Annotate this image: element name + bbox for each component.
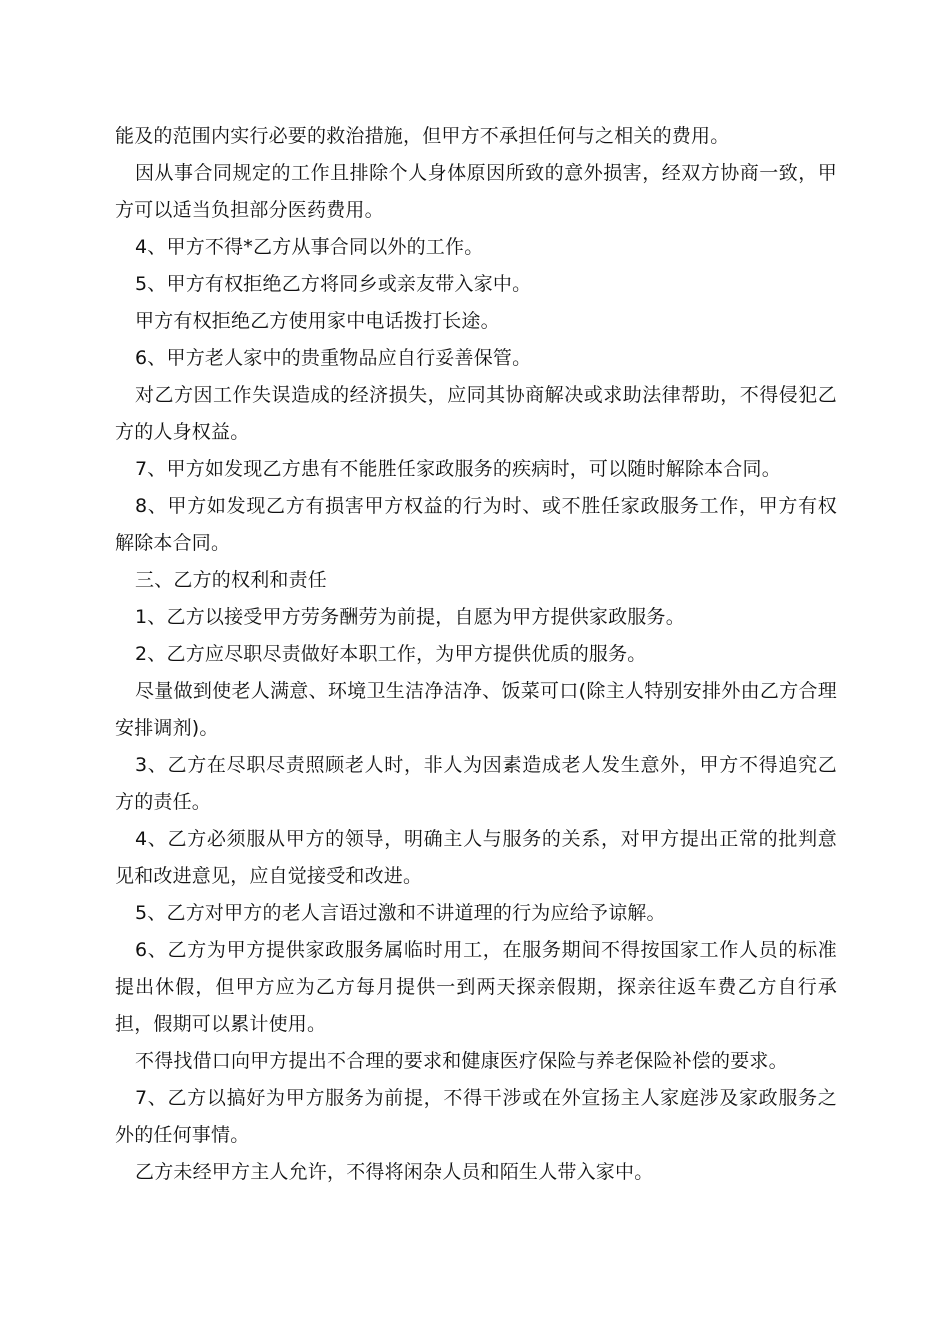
paragraph: 8、甲方如发现乙方有损害甲方权益的行为时、或不胜任家政服务工作，甲方有权解除本合同。	[115, 495, 837, 554]
paragraph: 乙方未经甲方主人允许，不得将闲杂人员和陌生人带入家中。	[135, 1161, 654, 1183]
paragraph: 5、乙方对甲方的老人言语过激和不讲道理的行为应给予谅解。	[135, 902, 666, 924]
paragraph: 1、乙方以接受甲方劳务酬劳为前提，自愿为甲方提供家政服务。	[135, 606, 685, 628]
paragraph: 3、乙方在尽职尽责照顾老人时，非人为因素造成老人发生意外，甲方不得追究乙方的责任。	[115, 754, 837, 813]
paragraph: 5、甲方有权拒绝乙方将同乡或亲友带入家中。	[135, 273, 532, 295]
paragraph: 6、乙方为甲方提供家政服务属临时用工，在服务期间不得按国家工作人员的标准提出休假，但甲方应为乙方每月提供一到两天探亲假期，探亲往返车费乙方自行承担，假期可以累计使用。	[115, 939, 837, 1035]
paragraph: 因从事合同规定的工作且排除个人身体原因所致的意外损害，经双方协商一致，甲方可以适当负担部分医药费用。	[115, 162, 837, 221]
paragraph: 不得找借口向甲方提出不合理的要求和健康医疗保险与养老保险补偿的要求。	[135, 1050, 788, 1072]
paragraph: 2、乙方应尽职尽责做好本职工作，为甲方提供优质的服务。	[135, 643, 647, 665]
paragraph: 能及的范围内实行必要的救治措施，但甲方不承担任何与之相关的费用。	[115, 125, 730, 147]
paragraph: 7、乙方以搞好为甲方服务为前提，不得干涉或在外宣扬主人家庭涉及家政服务之外的任何事情。	[115, 1087, 837, 1146]
paragraph: 7、甲方如发现乙方患有不能胜任家政服务的疾病时，可以随时解除本合同。	[135, 458, 781, 480]
paragraph: 6、甲方老人家中的贵重物品应自行妥善保管。	[135, 347, 532, 369]
document-body	[115, 118, 837, 1191]
paragraph: 甲方有权拒绝乙方使用家中电话拨打长途。	[135, 310, 500, 332]
section-heading: 三、乙方的权利和责任	[135, 569, 328, 591]
paragraph: 对乙方因工作失误造成的经济损失，应同其协商解决或求助法律帮助，不得侵犯乙方的人身权益。	[115, 384, 837, 443]
paragraph: 尽量做到使老人满意、环境卫生洁净洁净、饭菜可口(除主人特别安排外由乙方合理安排调剂)。	[115, 680, 837, 739]
paragraph: 4、甲方不得*乙方从事合同以外的工作。	[135, 236, 484, 258]
paragraph: 4、乙方必须服从甲方的领导，明确主人与服务的关系，对甲方提出正常的批判意见和改进意见，应自觉接受和改进。	[115, 828, 837, 887]
